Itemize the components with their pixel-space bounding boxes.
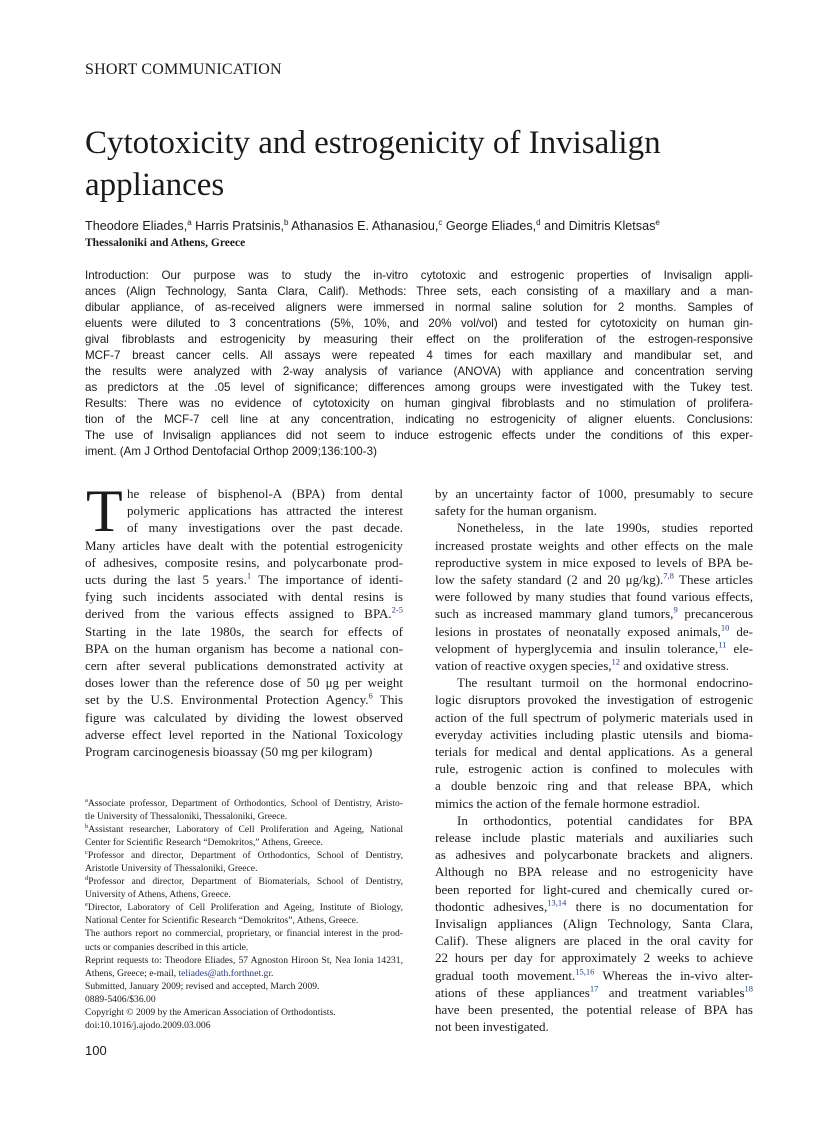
text-line	[85, 888, 403, 901]
text-segment: tle University of Thessaloniki, Thessaloniki, Greece.	[85, 811, 288, 823]
abstract-line: Results: There was no evidence of cytotoxicity on human gingival fibroblasts and no stimulation of prolifera-	[85, 397, 753, 410]
text-segment: Whereas the in-vivo alter-	[594, 967, 753, 983]
text-line	[85, 927, 403, 940]
affiliation-marker: a	[187, 217, 192, 227]
text-line	[435, 605, 753, 622]
reference-superscript: 7,8	[663, 570, 674, 581]
abstract-line: as predictors at the .05 level of significance; differences among groups were investigated with the Tukey test.	[85, 381, 753, 394]
text-segment: Center for Scientific Research “Demokritos,” Athens, Greece.	[85, 837, 323, 849]
abstract-line: iment. (Am J Orthod Dentofacial Orthop 2009;136:100-3)	[85, 445, 377, 458]
text-line	[435, 967, 753, 984]
text-line	[85, 967, 403, 980]
text-line	[85, 485, 403, 502]
text-segment: logic disruptors provoked the investigation of estrogenic	[435, 692, 753, 708]
text-segment: These articles	[673, 572, 753, 588]
text-segment: by an uncertainty factor of 1000, presumably to secure	[435, 486, 753, 501]
text-line	[435, 623, 753, 640]
text-segment: ucts during the last 5 years.	[85, 572, 247, 588]
text-segment: lesions in prostates of neonatally exposed animals,	[435, 623, 721, 639]
reference-superscript: 10	[720, 622, 730, 633]
text-segment: Program carcinogenesis bioassay (50 mg per kilogram)	[85, 744, 373, 760]
text-segment: a double benzoic ring and that release BPA, which	[435, 778, 753, 794]
text-line	[85, 849, 403, 862]
text-segment: Invisalign appliances (Align Technology, Santa Clara,	[435, 916, 753, 932]
abstract-line: gival fibroblasts and estrogenicity by measuring their effect on the proliferation of the estrogen-responsive	[85, 333, 753, 346]
page-number: 100	[85, 1043, 107, 1058]
text-segment: low the safety standard (2 and 20 μg/kg).	[435, 572, 664, 588]
text-segment: National Center for Scientific Research “Demokritos”, Athens, Greece.	[85, 915, 359, 927]
text-line	[85, 875, 403, 888]
text-line	[435, 640, 753, 657]
text-line	[85, 571, 403, 588]
text-line	[85, 691, 403, 708]
text-line	[85, 623, 403, 640]
text-line	[435, 726, 753, 743]
abstract-line: MCF-7 breast cancer cells. All assays were repeated 4 times for each maxillary and mandibular set, and	[85, 349, 753, 362]
text-segment: derived from the various effects assigned to BPA.	[85, 606, 392, 622]
text-line	[85, 941, 403, 954]
text-segment: of many investigations over the past decade.	[127, 520, 403, 536]
text-segment: The authors report no commercial, proprietary, or financial interest in the prod-	[85, 928, 403, 940]
text-segment: doi:10.1016/j.ajodo.2009.03.006	[85, 1019, 211, 1031]
text-line	[435, 1018, 753, 1035]
text-segment: rule, estrogenic action is confined to molecules with	[435, 761, 753, 777]
text-segment: BPA on the human organism has become a national con-	[85, 640, 403, 656]
reference-superscript: 6	[368, 691, 373, 702]
text-line	[85, 743, 403, 760]
text-segment: Assistant researcher, Laboratory of Cell Proliferation and Ageing, National	[88, 824, 403, 836]
abstract-line: Introduction: Our purpose was to study the in-vitro cytotoxic and estrogenic properties of Invisalign appli-	[85, 269, 753, 282]
reference-superscript: 17	[589, 983, 599, 994]
text-line	[435, 949, 753, 966]
text-line	[85, 823, 403, 836]
text-line	[435, 898, 753, 915]
text-segment: 22 hours per day for approximately 2 weeks to achieve	[435, 950, 753, 966]
reference-superscript: 15,16	[575, 966, 595, 977]
text-segment: have been presented, the potential release of BPA has	[435, 1002, 753, 1018]
text-segment: The importance of identi-	[251, 572, 404, 588]
text-segment: ele-	[726, 640, 753, 656]
text-line	[435, 812, 753, 829]
text-segment: were followed by many studies that found various effects,	[435, 589, 753, 605]
reference-superscript: 11	[718, 639, 727, 650]
text-segment: and oxidative stress.	[620, 658, 730, 674]
text-segment: set by the U.S. Environmental Protection Agency.	[85, 692, 369, 708]
text-line	[85, 709, 403, 726]
affiliation-marker: c	[438, 217, 443, 227]
author-name: Theodore Eliades,	[85, 219, 188, 233]
reference-superscript: b	[85, 822, 89, 830]
reference-superscript: 18	[744, 983, 753, 994]
text-segment: Professor and director, Department of Orthodontics, School of Dentistry,	[87, 850, 403, 862]
abstract-line: eluents were diluted to 3 concentrations (5%, 10%, and 20% vol/vol) and tested for cytotoxicity on human gin-	[85, 317, 753, 330]
text-line	[85, 726, 403, 743]
title-line: Cytotoxicity and estrogenicity of Invisalign	[85, 125, 661, 161]
author-location: Thessaloniki and Athens, Greece	[85, 237, 246, 249]
text-segment: University of Athens, Athens, Greece.	[85, 889, 231, 901]
text-segment: such as increased mammary gland tumors,	[435, 606, 674, 622]
text-line	[85, 1019, 403, 1032]
text-line	[85, 588, 403, 605]
author-name: and Dimitris Kletsas	[540, 219, 656, 233]
text-line	[85, 862, 403, 875]
text-segment: as adhesives and polycarbonate brackets and aligners.	[435, 847, 753, 863]
text-segment: Professor and director, Department of Biomaterials, School of Dentistry,	[88, 876, 403, 888]
text-segment: Copyright © 2009 by the American Association of Orthodontists.	[85, 1006, 336, 1018]
text-segment: Reprint requests to: Theodore Eliades, 57 Agnoston Hiroon St, Nea Ionia 14231,	[85, 954, 403, 966]
text-line	[435, 571, 753, 588]
reference-superscript: 9	[673, 605, 678, 616]
text-line	[85, 810, 403, 823]
reference-superscript: a	[85, 796, 88, 804]
text-segment: reproductive system in mice exposed to levels of BPA be-	[435, 554, 753, 570]
text-line	[435, 777, 753, 794]
author-name: George Eliades,	[442, 219, 537, 233]
text-line	[85, 980, 403, 993]
reference-superscript: 13,14	[547, 897, 567, 908]
reference-superscript: 2-5	[391, 605, 403, 616]
text-segment: The resultant turmoil on the hormonal endocrino-	[457, 675, 753, 691]
text-segment: .	[271, 967, 274, 979]
text-segment: vation of reactive oxygen species,	[435, 658, 612, 674]
text-line	[435, 932, 753, 949]
text-segment: This	[372, 692, 403, 708]
text-segment: gradual tooth movement.	[435, 967, 576, 983]
text-segment: terials for medical and dental applications. As a general	[435, 744, 753, 760]
author-name: Athanasios E. Athanasiou,	[288, 219, 439, 233]
text-segment: release include plastic materials and auxiliaries such	[435, 830, 753, 846]
abstract-line: the results were analyzed with 2-way analysis of variance (ANOVA) with appliance and concentration serving	[85, 365, 753, 378]
text-line	[435, 829, 753, 846]
text-segment: ucts or companies described in this article.	[85, 941, 249, 953]
text-line	[85, 993, 403, 1006]
text-segment: precancerous	[677, 606, 754, 622]
text-line	[85, 674, 403, 691]
text-line	[85, 554, 403, 571]
text-line	[85, 657, 403, 674]
text-line	[435, 519, 753, 536]
text-segment: polymeric applications has attracted the interest	[127, 503, 403, 519]
text-line	[435, 502, 753, 519]
text-segment: not been investigated.	[435, 1019, 549, 1035]
text-segment: In orthodontics, potential candidates for BPA	[457, 812, 753, 828]
text-segment: safety for the human organism.	[435, 503, 597, 519]
text-segment: action of the full spectrum of polymeric materials used in	[435, 709, 753, 725]
text-segment: Although no BPA release and no estrogenicity have	[435, 864, 753, 880]
text-segment: doses lower than the reference dose of 50 μg per weight	[85, 675, 403, 691]
email-link[interactable]: teliades@ath.forthnet.gr	[178, 967, 271, 979]
text-segment: Calif). These aligners are placed in the oral cavity for	[435, 933, 753, 949]
text-segment: of adhesives, composite resins, and polycarbonate prod-	[85, 554, 403, 570]
text-line	[85, 605, 403, 622]
text-segment: thodontic adhesives,	[435, 898, 548, 914]
text-segment: mimics the action of the female hormone estradiol.	[435, 795, 700, 811]
text-line	[85, 954, 403, 967]
text-segment: he release of bisphenol-A (BPA) from dental	[127, 486, 403, 501]
text-segment: Nonetheless, in the late 1990s, studies reported	[457, 520, 753, 536]
abstract-line: The use of Invisalign appliances did not seem to induce estrogenic effects under the conditions of this exper-	[85, 429, 753, 442]
text-segment: Associate professor, Department of Orthodontics, School of Dentistry, Aristo-	[87, 798, 403, 809]
text-line	[435, 537, 753, 554]
affiliation-marker: e	[655, 217, 660, 227]
text-line	[85, 797, 403, 810]
text-segment: fying such incidents associated with dental resins is	[85, 589, 403, 605]
text-line	[85, 502, 403, 519]
abstract	[85, 268, 753, 460]
text-segment: de-	[729, 623, 753, 639]
text-line	[435, 691, 753, 708]
body-column-left	[85, 485, 403, 760]
text-line	[85, 537, 403, 554]
text-segment: 0889-5406/$36.00	[85, 993, 156, 1005]
title-line: appliances	[85, 167, 225, 203]
text-line	[435, 984, 753, 1001]
text-segment: everyday activities including plastic utensils and bioma-	[435, 726, 753, 742]
section-label: SHORT COMMUNICATION	[85, 61, 282, 78]
author-list	[85, 219, 660, 233]
text-line	[435, 743, 753, 760]
text-segment: Aristotle University of Thessaloniki, Greece.	[85, 863, 258, 875]
text-line	[435, 863, 753, 880]
abstract-line: tion of the MCF-7 cell line at any concentration, indicating no estrogenicity of aligner eluents. Conclusions:	[85, 413, 753, 426]
text-line	[85, 901, 403, 914]
drop-cap: T	[86, 478, 123, 544]
text-segment: Submitted, January 2009; revised and accepted, March 2009.	[85, 980, 320, 992]
text-line	[85, 640, 403, 657]
text-segment: cern after several publications demonstrated activity at	[85, 658, 403, 674]
reference-superscript: 12	[611, 656, 621, 667]
text-segment: Starting in the late 1980s, the search for effects of	[85, 623, 403, 639]
text-line	[435, 846, 753, 863]
abstract-line: ances (Align Technology, Santa Clara, Calif). Methods: Three sets, each consisting of a maxillary and a man-	[85, 285, 753, 298]
text-line	[435, 795, 753, 812]
reference-superscript: d	[85, 875, 89, 883]
body-column-right	[435, 485, 753, 1036]
text-line	[435, 915, 753, 932]
reference-superscript: c	[85, 849, 88, 856]
text-segment: increased prostate weights and other effects on the male	[435, 537, 753, 553]
text-segment: figure was calculated by dividing the lowest observed	[85, 709, 403, 725]
text-line	[435, 709, 753, 726]
footnotes	[85, 797, 403, 1032]
text-line	[435, 674, 753, 691]
text-line	[85, 914, 403, 927]
text-line	[435, 1001, 753, 1018]
text-line	[435, 485, 753, 502]
text-segment: Athens, Greece; e-mail,	[85, 967, 179, 979]
article-title	[85, 122, 765, 206]
text-line	[435, 588, 753, 605]
reference-superscript: 1	[246, 570, 252, 581]
text-segment: there is no documentation for	[566, 898, 753, 914]
reference-superscript: e	[85, 901, 88, 909]
text-segment: velopment of hyperglycemia and insulin tolerance,	[435, 640, 719, 656]
text-line	[435, 657, 753, 674]
text-segment: been reported for light-cured and chemically cured or-	[435, 881, 753, 897]
text-segment: and treatment variables	[598, 984, 745, 1000]
author-name: Harris Pratsinis,	[191, 219, 285, 233]
text-line	[85, 836, 403, 849]
text-segment: adverse effect level reported in the National Toxicology	[85, 726, 403, 742]
text-segment: Many articles have dealt with the potential estrogenicity	[85, 537, 403, 553]
text-segment: ations of these appliances	[435, 984, 590, 1000]
text-segment: Director, Laboratory of Cell Proliferation and Ageing, Institute of Biology,	[87, 902, 403, 914]
text-line	[435, 760, 753, 777]
text-line	[85, 1006, 403, 1019]
text-line	[435, 881, 753, 898]
affiliation-marker: d	[536, 217, 541, 227]
abstract-line: dibular appliance, of as-received aligners were immersed in normal saline solution for 2 months. Samples of	[85, 301, 753, 314]
text-line	[435, 554, 753, 571]
text-line	[85, 519, 403, 536]
affiliation-marker: b	[284, 217, 289, 227]
